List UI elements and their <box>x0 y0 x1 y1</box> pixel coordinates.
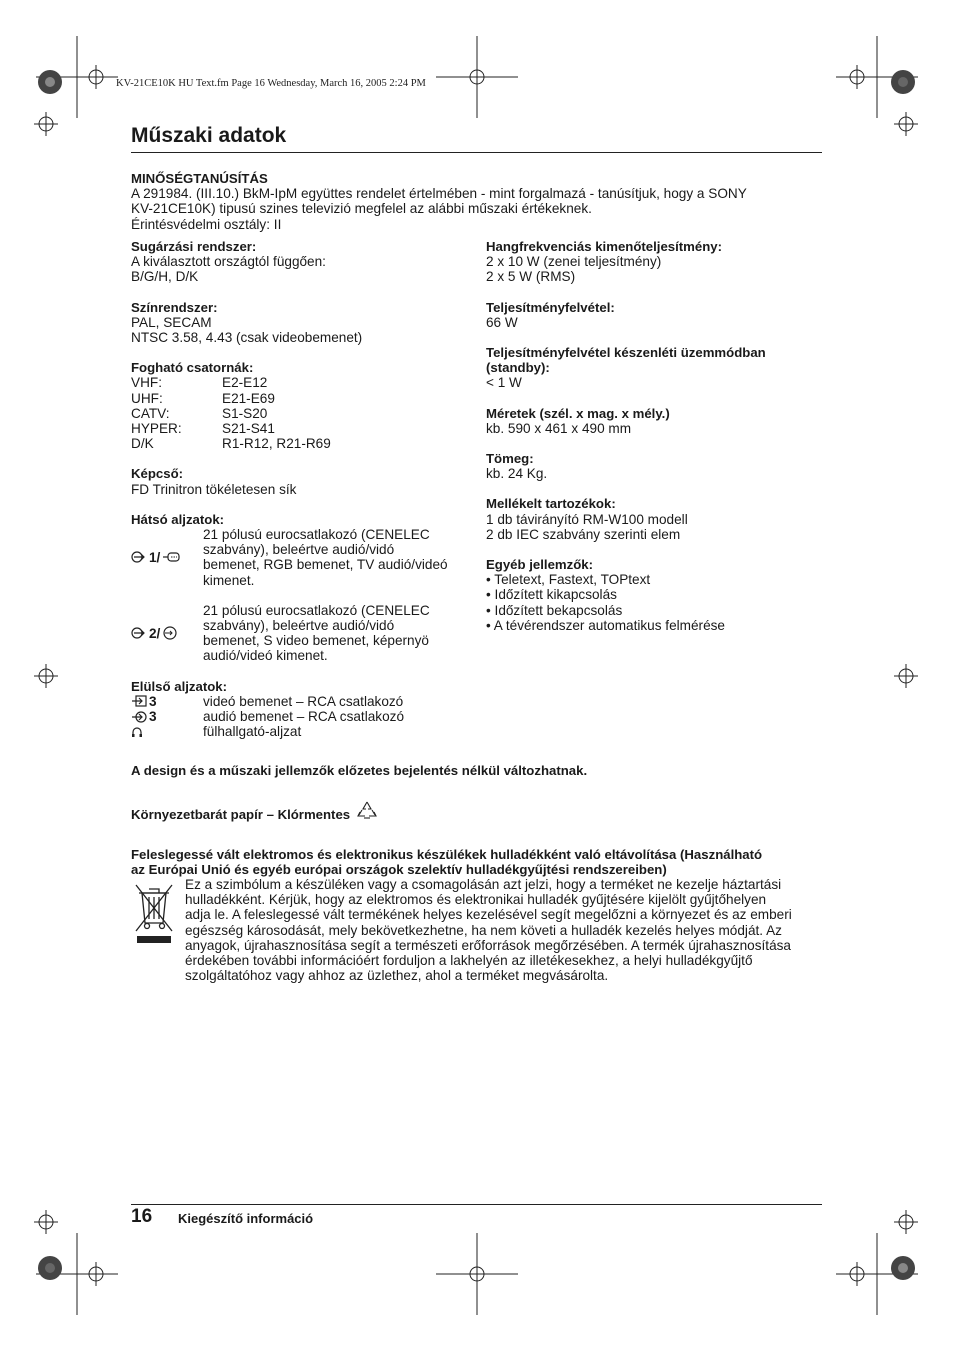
radiation-block <box>131 239 471 285</box>
power-line: 66 W <box>486 314 518 330</box>
weee-heading-line: az Európai Unió és egyéb európai országok szelektív hulladékgyűjtési rendszereiben) <box>131 862 667 878</box>
dims-label: Méretek (szél. x mag. x mély.) <box>486 405 670 421</box>
channel-range: S21-S41 <box>222 421 275 437</box>
other-label: Egyéb jellemzők: <box>486 557 594 573</box>
accessories-line: 2 db IEC szabvány szerinti elem <box>486 526 681 542</box>
crossed-bin-icon <box>133 881 175 945</box>
scart1-desc <box>203 527 467 588</box>
power-block <box>486 300 826 330</box>
rear-block <box>131 512 471 664</box>
channels-label: Fogható csatornák: <box>131 360 254 376</box>
color-label: Színrendszer: <box>131 299 218 315</box>
front-phones-key <box>131 724 203 739</box>
front-video-number: 3 <box>149 693 157 709</box>
weight-label: Tömeg: <box>486 451 534 467</box>
audio-out-line: 2 x 10 W (zenei teljesítmény) <box>486 254 662 270</box>
page-title: Műszaki adatok <box>131 124 287 147</box>
standby-line: < 1 W <box>486 375 522 391</box>
channel-row <box>131 421 471 436</box>
quality-line: A 291984. (III.10.) BkM-IpM együttes rendelet értelmében - mint forgalmazá - tanúsítjuk, hogy a SONY <box>131 186 747 202</box>
scart1-line: 21 pólusú eurocsatlakozó (CENELEC <box>203 527 430 543</box>
channel-row <box>131 391 471 406</box>
front-audio-desc: audió bemenet – RCA csatlakozó <box>203 709 405 725</box>
left-column <box>131 239 471 739</box>
channel-range: E2-E12 <box>222 375 268 391</box>
channel-range: S1-S20 <box>222 405 268 421</box>
front-video-row <box>131 694 471 709</box>
channel-band: CATV: <box>131 405 170 421</box>
channel-row <box>131 406 471 421</box>
front-phones-row <box>131 724 471 739</box>
headphones-icon <box>131 726 143 738</box>
audio-input-icon <box>131 711 147 723</box>
list-item: • Teletext, Fastext, TOPtext <box>486 572 651 588</box>
scart1-line: bemenet, RGB bemenet, TV audió/videó <box>203 557 448 573</box>
channel-band: UHF: <box>131 390 163 406</box>
channel-band: VHF: <box>131 375 162 391</box>
weee-line: egészség károsodását, mely bekövetkezhetne, ha nem követi a hulladék kezelés helyes módját. Az <box>185 922 782 938</box>
audio-out-block <box>486 239 826 285</box>
right-column <box>486 239 826 633</box>
channel-range: E21-E69 <box>222 390 275 406</box>
scart2-number: 2/ <box>149 625 161 641</box>
scart-output-icon <box>162 551 180 563</box>
file-header: KV-21CE10K HU Text.fm Page 16 Wednesday, March 16, 2005 2:24 PM <box>116 78 426 89</box>
front-phones-desc: fülhallgató-aljzat <box>203 724 302 740</box>
weee-line: adja le. A feleslegessé vált termékének helyes kezelésével segít megelőzni a környezet és az emberi <box>185 907 792 923</box>
scart-input-icon <box>131 551 147 563</box>
color-block <box>131 300 471 346</box>
color-line: NTSC 3.58, 4.43 (csak videobemenet) <box>131 330 363 346</box>
section-name: Kiegészítő információ <box>178 1211 314 1226</box>
front-audio-number: 3 <box>149 709 157 725</box>
list-item: • Időzített kikapcsolás <box>486 587 617 603</box>
standby-label: Teljesítményfelvétel készenléti üzemmódban <box>486 345 766 361</box>
channels-block <box>131 360 471 451</box>
rear-label: Hátsó aljzatok: <box>131 511 225 527</box>
color-line: PAL, SECAM <box>131 314 212 330</box>
title-rule <box>131 152 822 153</box>
radiation-line: B/G/H, D/K <box>131 269 199 285</box>
weight-block <box>486 451 826 481</box>
weee-line: érdekében további információért forduljon a lakhelyén az illetékesekhez, a helyi hulladékgyűjtő <box>185 953 753 969</box>
scart1-row <box>131 527 471 588</box>
standby-block <box>486 345 826 391</box>
weee-line: szolgáltatóhoz vagy ahhoz az üzlethez, ahol a terméket megvásárolta. <box>185 968 609 984</box>
scart-input-icon <box>131 627 147 639</box>
quality-line: KV-21CE10K) tipusú szines televizió megfelel az alábbi műszaki értékeknek. <box>131 201 592 217</box>
paper-note <box>131 807 378 822</box>
weee-line: hulladékként. Kérjük, hogy az elektromos és elektronikai hulladék gyűjtésére kijelölt gyűjtőhelyen <box>185 892 767 908</box>
channel-row <box>131 436 471 451</box>
front-audio-key <box>131 709 203 724</box>
front-video-key <box>131 694 203 709</box>
front-video-desc: videó bemenet – RCA csatlakozó <box>203 693 404 709</box>
weee-line: anyagok, újrahasznosítása segít a természeti erőforrások megőrzésében. A termék újrahasznosítása <box>185 937 791 953</box>
radiation-label: Sugárzási rendszer: <box>131 239 257 254</box>
design-notice: A design és a műszaki jellemzők előzetes bejelentés nélkül változhatnak. <box>131 763 588 778</box>
weee-heading-line: Feleslegessé vált elektromos és elektronikus készülékek hulladékként való eltávolítása (Használható <box>131 847 763 862</box>
channel-row <box>131 375 471 390</box>
dims-line: kb. 590 x 461 x 490 mm <box>486 420 632 436</box>
scart2-line: szabvány), beleértve audió/vidó <box>203 618 395 634</box>
front-audio-row <box>131 709 471 724</box>
channel-range: R1-R12, R21-R69 <box>222 436 331 452</box>
accessories-label: Mellékelt tartozékok: <box>486 496 616 512</box>
radiation-line: A kiválasztott országtól függően: <box>131 254 326 270</box>
other-block <box>486 557 826 633</box>
tube-line: FD Trinitron tökéletesen sík <box>131 481 297 497</box>
list-item: • A tévérendszer automatikus felmérése <box>486 617 725 633</box>
scart2-line: bemenet, S video bemenet, képernyö <box>203 633 429 649</box>
scart2-line: 21 pólusú eurocsatlakozó (CENELEC <box>203 602 430 618</box>
weight-line: kb. 24 Kg. <box>486 466 548 482</box>
quality-heading: MINŐSÉGTANÚSÍTÁS <box>131 171 268 186</box>
scart2-row <box>131 603 471 664</box>
page-number: 16 <box>131 1206 153 1227</box>
weee-line: Ez a szimbólum a készüléken vagy a csomagolásán azt jelzi, hogy a terméket ne kezelje háztartási <box>185 877 782 892</box>
scart1-number: 1/ <box>149 549 161 565</box>
weee-body <box>185 877 825 983</box>
scart1-line: kimenet. <box>203 572 255 588</box>
tube-block <box>131 466 471 496</box>
front-block <box>131 679 471 740</box>
s-video-icon <box>162 626 178 640</box>
recycle-icon <box>356 800 378 820</box>
scart2-key <box>131 603 203 664</box>
accessories-line: 1 db távirányító RM-W100 modell <box>486 511 688 527</box>
front-label: Elülső aljzatok: <box>131 678 227 694</box>
power-label: Teljesítményfelvétel: <box>486 299 615 315</box>
scart1-key <box>131 527 203 588</box>
scart2-line: audió/videó kimenet. <box>203 648 328 664</box>
tube-label: Képcső: <box>131 466 184 482</box>
accessories-block <box>486 496 826 542</box>
list-item: • Időzített bekapcsolás <box>486 602 623 618</box>
scart2-desc <box>203 603 467 664</box>
audio-out-label: Hangfrekvenciás kimenőteljesítmény: <box>486 239 723 254</box>
standby-label-cont: (standby): <box>486 360 550 376</box>
channel-band: HYPER: <box>131 421 182 437</box>
weee-heading <box>131 847 831 877</box>
paper-text: Környezetbarát papír – Klórmentes <box>131 807 351 822</box>
quality-line: Érintésvédelmi osztály: II <box>131 216 282 232</box>
channel-band: D/K <box>131 436 154 452</box>
dims-block <box>486 406 826 436</box>
audio-out-line: 2 x 5 W (RMS) <box>486 269 576 285</box>
quality-section <box>131 171 831 232</box>
footer-rule <box>131 1204 822 1205</box>
video-input-icon <box>131 695 147 707</box>
scart1-line: szabvány), beleértve audió/vidó <box>203 542 395 558</box>
